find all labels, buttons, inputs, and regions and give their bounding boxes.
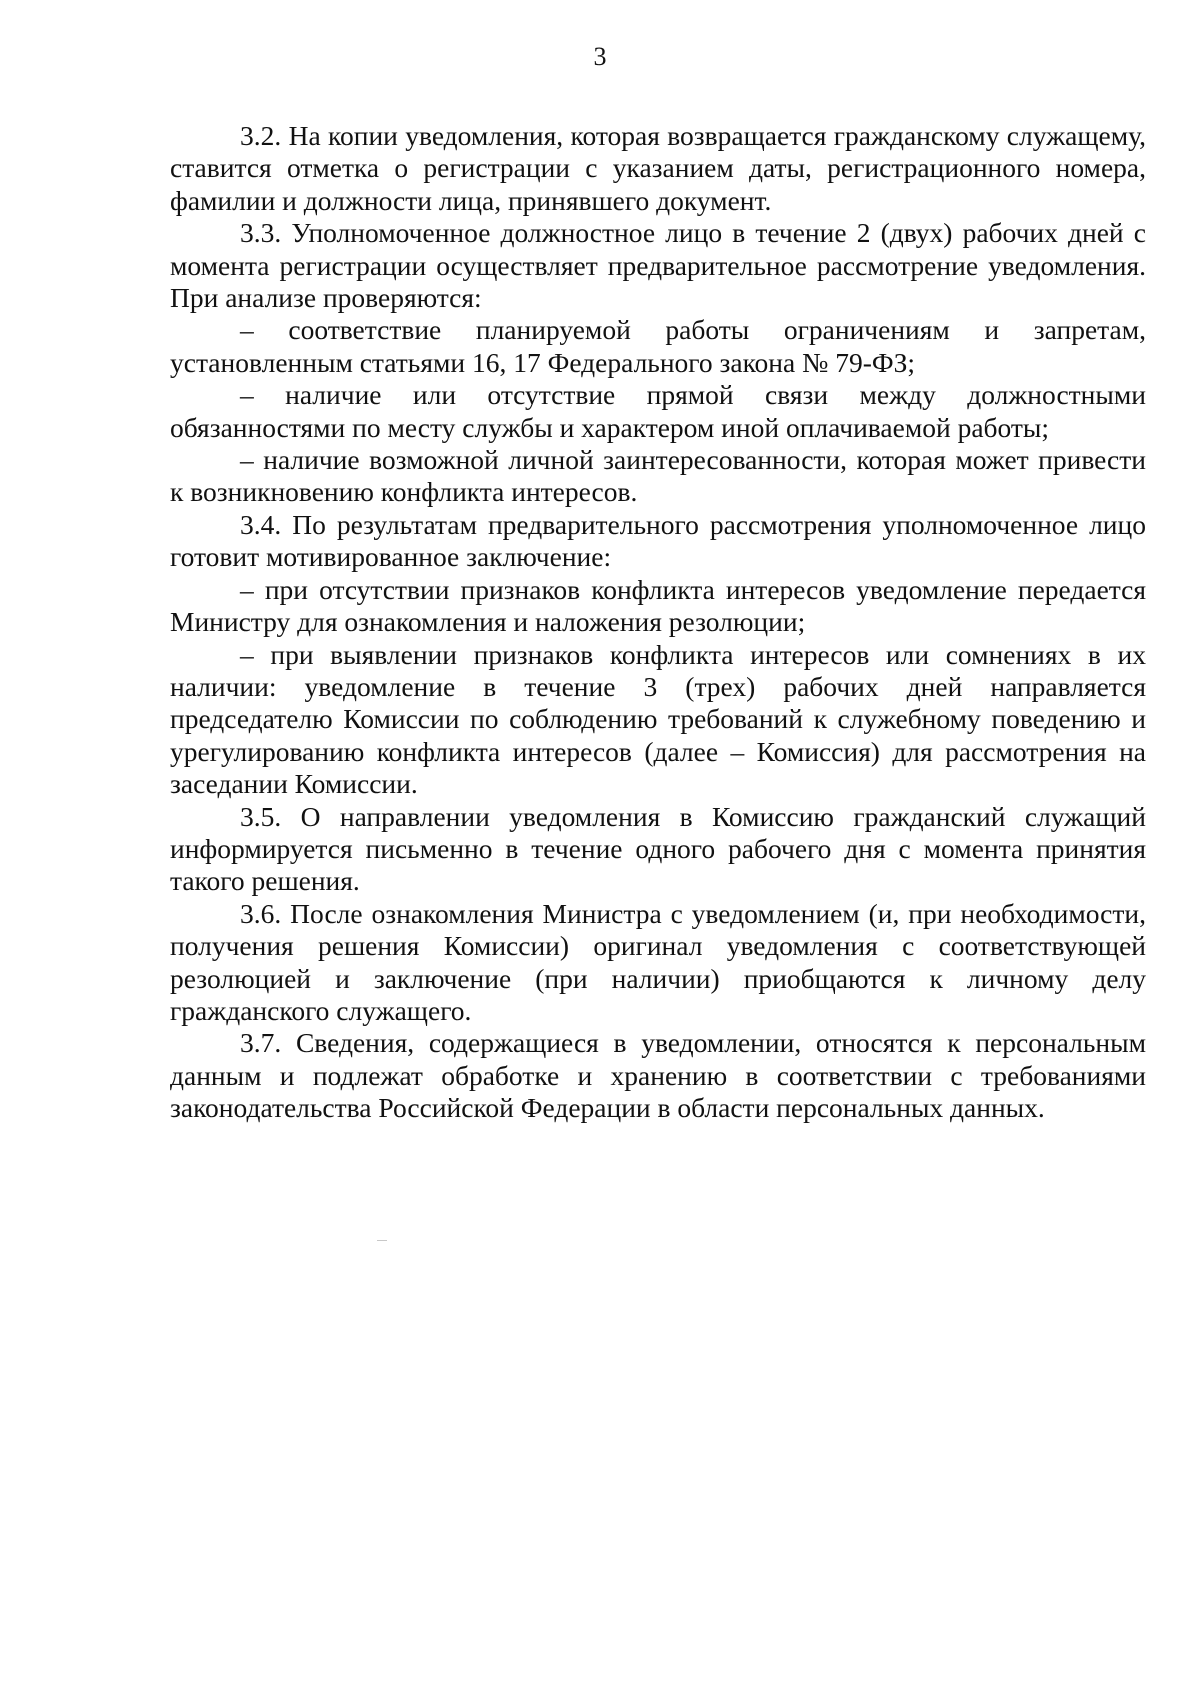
page-number: 3	[593, 42, 607, 71]
paragraph-3-7: 3.7. Сведения, содержащиеся в уведомлении, относятся к персональным данным и подлежат обработке и хранению в соответствии с требованиями законодательства Российской Федерации в области персональных данных.	[170, 1027, 1146, 1124]
paragraph-3-6: 3.6. После ознакомления Министра с уведомлением (и, при необходимости, получения решения Комиссии) оригинал уведомления с соответствующей резолюцией и заключение (при наличии) приобщаются к личному делу гражданского служащего.	[170, 897, 1146, 1026]
list-item-no-conflict: – при отсутствии признаков конфликта интересов уведомление передается Министру для ознакомления и наложения резолюции;	[170, 573, 1146, 638]
list-item-conflict-found: – при выявлении признаков конфликта интересов или сомнениях в их наличии: уведомление в течение 3 (трех) рабочих дней направляется председателю Комиссии по соблюдению требований к служебному поведению и урегулированию конфликта интересов (далее – Комиссия) для рассмотрения на заседании Комиссии.	[170, 638, 1146, 800]
list-item-compliance: – соответствие планируемой работы ограничениям и запретам, установленным статьями 16, 17 Федерального закона № 79-ФЗ;	[170, 314, 1146, 378]
paragraph-3-2: 3.2. На копии уведомления, которая возвращается гражданскому служащему, ставится отметка о регистрации с указанием даты, регистрационного номера, фамилии и должности лица, принявшего документ.	[170, 120, 1146, 216]
paragraph-3-5: 3.5. О направлении уведомления в Комиссию гражданский служащий информируется письменно в течение одного рабочего дня с момента принятия такого решения.	[170, 800, 1146, 897]
paragraph-3-4: 3.4. По результатам предварительного рассмотрения уполномоченное лицо готовит мотивированное заключение:	[170, 508, 1146, 573]
list-item-personal-interest: – наличие возможной личной заинтересованности, которая может привести к возникновению конфликта интересов.	[170, 444, 1146, 508]
scan-artifact	[377, 1240, 387, 1241]
list-item-direct-link: – наличие или отсутствие прямой связи между должностными обязанностями по месту службы и характером иной оплачиваемой работы;	[170, 379, 1146, 443]
document-body	[170, 120, 1146, 1125]
paragraph-3-3: 3.3. Уполномоченное должностное лицо в течение 2 (двух) рабочих дней с момента регистрации осуществляет предварительное рассмотрение уведомления. При анализе проверяются:	[170, 217, 1146, 314]
